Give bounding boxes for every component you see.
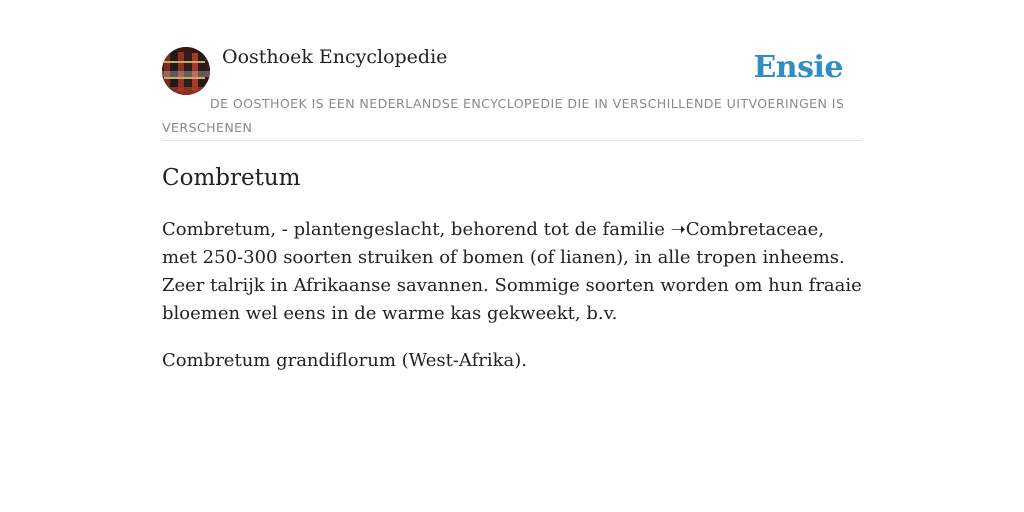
article-paragraph — [162, 216, 862, 328]
site-title[interactable]: Oosthoek Encyclopedie — [222, 46, 448, 68]
paragraph-text: Combretum, - plantengeslacht, behorend tot de familie — [162, 219, 671, 240]
brand-logo-link[interactable]: Ensie — [753, 50, 843, 85]
arrow-right-icon: ➝ — [670, 219, 686, 240]
paragraph-text: , met 250-300 soorten struiken of bomen (of lianen), in alle tropen inheems. Zeer talrijk in Afrikaanse savannen. Sommige soorten worden om hun fraaie bloemen wel eens in de warme kas gekweekt, b.v. — [162, 219, 862, 324]
cross-reference-link[interactable] — [671, 219, 819, 240]
article — [162, 162, 862, 375]
site-tagline: DE OOSTHOEK IS EEN NEDERLANDSE ENCYCLOPEDIE DIE IN VERSCHILLENDE UITVOERINGEN IS VERSCHENEN — [162, 96, 845, 135]
cross-reference-label: Combretaceae — [685, 219, 819, 240]
encyclopedia-books-icon[interactable] — [162, 47, 210, 95]
site-header — [162, 46, 862, 141]
article-title: Combretum — [162, 165, 301, 191]
article-paragraph: Combretum grandiflorum (West-Afrika). — [162, 350, 527, 371]
